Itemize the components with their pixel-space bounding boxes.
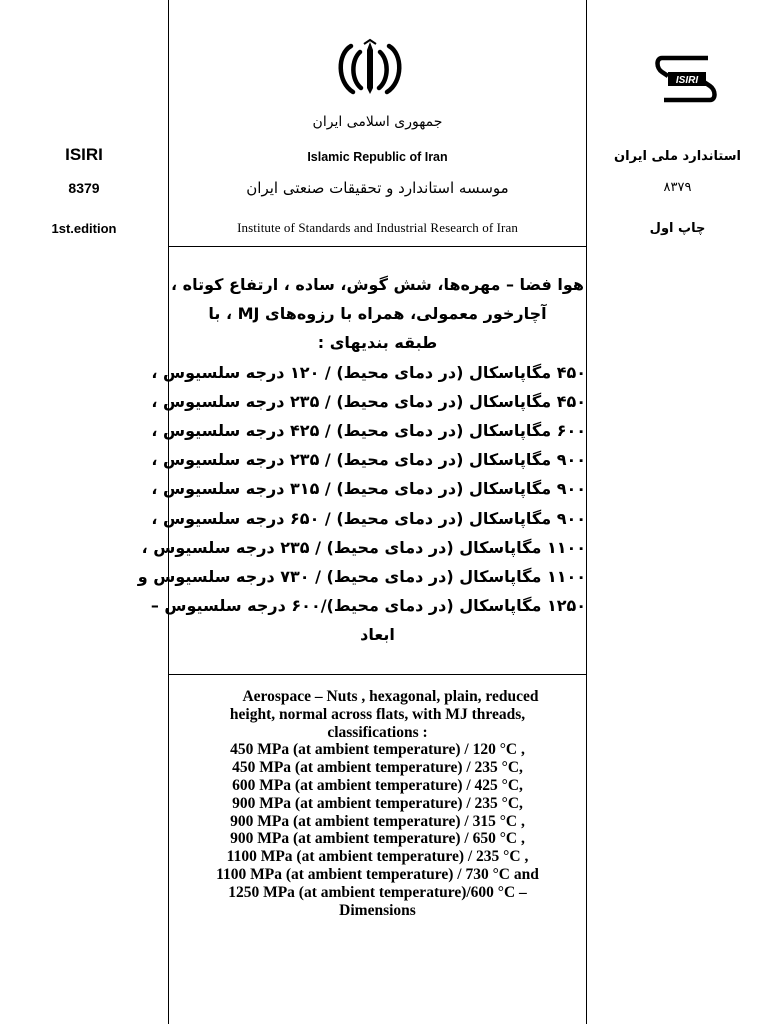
title-fa-line: هوا فضا – مهره‌ها، شش گوش، ساده ، ارتفاع کوتاه ، <box>171 275 584 294</box>
title-fa-line: ۴۵۰ مگاپاسکال (در دمای محیط) / ۲۳۵ درجه سلسیوس ، <box>151 391 586 411</box>
title-fa-line: ۱۱۰۰ مگاپاسکال (در دمای محیط) / ۲۳۵ درجه سلسیوس ، <box>141 537 586 557</box>
title-fa-line: ۱۱۰۰ مگاپاسکال (در دمای محیط) / ۷۳۰ درجه سلسیوس و <box>137 567 586 587</box>
title-en-line: height, normal across flats, with MJ threads, <box>229 705 526 723</box>
institute-name-fa: موسسه استاندارد و تحقیقات صنعتی ایران <box>246 179 509 197</box>
title-en-line: 900 MPa (at ambient temperature) / 235 °C, <box>232 794 523 812</box>
title-fa-line: ۹۰۰ مگاپاسکال (در دمای محیط) / ۶۵۰ درجه سلسیوس ، <box>151 508 586 528</box>
title-fa-line: ابعاد <box>360 625 395 645</box>
title-en-line: classifications : <box>327 723 428 741</box>
title-en-line: 1100 MPa (at ambient temperature) / 730 °C and <box>216 865 539 883</box>
standard-number: 8379 <box>68 180 100 196</box>
title-fa-line: ۹۰۰ مگاپاسکال (در دمای محیط) / ۳۱۵ درجه سلسیوس ، <box>151 479 586 499</box>
title-en-line: 450 MPa (at ambient temperature) / 120 °C , <box>230 741 525 759</box>
title-en-line: 1100 MPa (at ambient temperature) / 235 °C , <box>226 848 529 866</box>
iran-emblem-icon <box>333 38 407 98</box>
title-en-line: Dimensions <box>339 901 416 919</box>
title-en-line: Aerospace – Nuts , hexagonal, plain, reduced <box>242 688 539 705</box>
national-standard-fa: استاندارد ملی ایران <box>614 149 741 164</box>
title-en-line: 1250 MPa (at ambient temperature)/600 °C – <box>228 883 527 901</box>
edition-fa: چاپ اول <box>649 221 706 236</box>
title-en-line: 900 MPa (at ambient temperature) / 315 °C , <box>230 812 525 830</box>
title-en-block <box>169 688 586 919</box>
title-fa-line: آچارخور معمولی، همراه با رزوه‌های MJ ، با <box>208 304 547 324</box>
title-en-line: 600 MPa (at ambient temperature) / 425 °C, <box>232 776 523 794</box>
title-en-line: 900 MPa (at ambient temperature) / 650 °C , <box>230 830 525 848</box>
title-fa-line: ۴۵۰ مگاپاسکال (در دمای محیط) / ۱۲۰ درجه سلسیوس ، <box>151 362 586 382</box>
title-fa-line: ۹۰۰ مگاپاسکال (در دمای محیط) / ۲۳۵ درجه سلسیوس ، <box>151 450 586 470</box>
republic-name-en: Islamic Republic of Iran <box>307 150 448 164</box>
edition-label: 1st.edition <box>51 221 117 236</box>
institute-name-en: Institute of Standards and Industrial Research of Iran <box>237 220 518 235</box>
title-en-line: 450 MPa (at ambient temperature) / 235 °C, <box>232 759 523 777</box>
title-fa-line: ۱۲۵۰ مگاپاسکال (در دمای محیط)/۶۰۰ درجه سلسیوس – <box>150 596 586 616</box>
logo-text: ISIRI <box>675 75 699 86</box>
isiri-code: ISIRI <box>65 145 103 164</box>
standard-number-fa: ۸۳۷۹ <box>663 180 692 195</box>
title-fa-line: ۶۰۰ مگاپاسکال (در دمای محیط) / ۴۲۵ درجه سلسیوس ، <box>151 421 586 441</box>
isiri-logo-icon <box>650 50 722 108</box>
title-fa-line: طبقه بندیهای : <box>317 333 438 353</box>
title-fa-block <box>137 270 586 650</box>
republic-name-fa: جمهوری اسلامی ایران <box>312 114 443 130</box>
header-bottom-line <box>168 246 586 247</box>
title-separator-line <box>168 674 586 675</box>
